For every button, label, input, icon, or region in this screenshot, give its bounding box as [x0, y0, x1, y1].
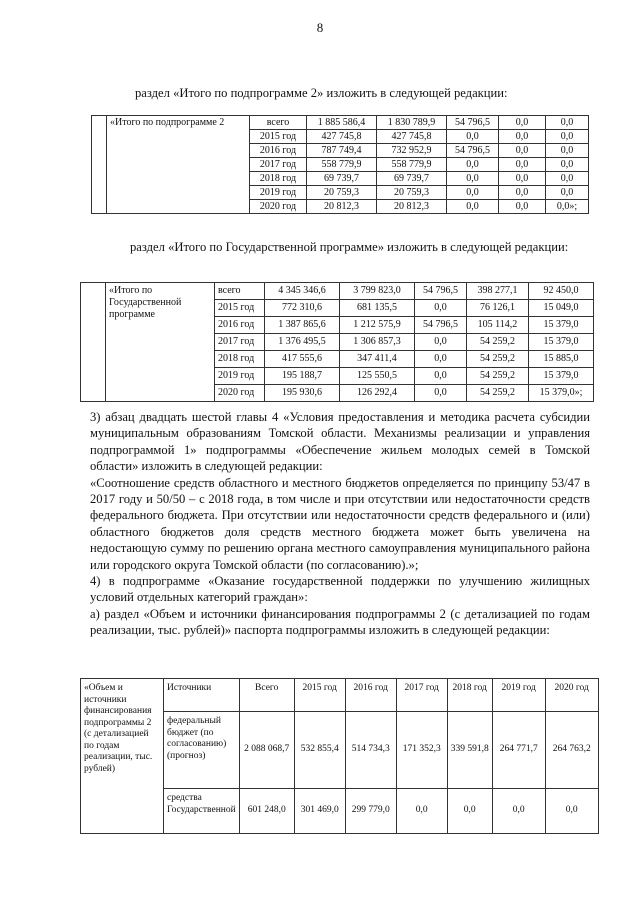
- cell: 427 745,8: [377, 130, 447, 144]
- row-label: «Объем и источники финансирования подпрограммы 2 (с детализацией по годам реализации, тыс. рублей): [81, 679, 164, 834]
- cell: 2017 год: [250, 158, 307, 172]
- cell: 195 188,7: [265, 368, 340, 385]
- cell: 20 812,3: [307, 200, 377, 214]
- cell: 0,0: [499, 130, 546, 144]
- cell: 92 450,0: [529, 283, 594, 300]
- cell: 195 930,6: [265, 385, 340, 402]
- header-cell: Всего: [239, 679, 294, 712]
- cell: 0,0: [415, 385, 467, 402]
- cell: 2015 год: [215, 300, 265, 317]
- cell: 2017 год: [215, 334, 265, 351]
- cell: 105 114,2: [467, 317, 529, 334]
- cell: 69 739,7: [377, 172, 447, 186]
- cell: 264 763,2: [545, 712, 598, 789]
- cell: 0,0: [447, 130, 499, 144]
- cell: 0,0: [546, 130, 589, 144]
- cell: 558 779,9: [377, 158, 447, 172]
- cell: 514 734,3: [345, 712, 396, 789]
- cell: 0,0: [499, 144, 546, 158]
- table-header-row: [81, 679, 599, 712]
- cell: 417 555,6: [265, 351, 340, 368]
- cell: 601 248,0: [239, 789, 294, 834]
- cell: 2015 год: [250, 130, 307, 144]
- cell: 3 799 823,0: [340, 283, 415, 300]
- cell: всего: [250, 116, 307, 130]
- cell: 0,0: [415, 368, 467, 385]
- cell: 126 292,4: [340, 385, 415, 402]
- table-program-total: [80, 282, 594, 402]
- cell: 0,0: [415, 351, 467, 368]
- cell: 0,0: [546, 172, 589, 186]
- cell: 54 796,5: [415, 317, 467, 334]
- cell: 2019 год: [250, 186, 307, 200]
- cell: 2018 год: [250, 172, 307, 186]
- cell: 1 212 575,9: [340, 317, 415, 334]
- blank-cell: [92, 116, 107, 214]
- page-number: 8: [316, 20, 324, 35]
- cell: 20 812,3: [377, 200, 447, 214]
- cell: 20 759,3: [377, 186, 447, 200]
- cell: 1 376 495,5: [265, 334, 340, 351]
- cell: 0,0: [499, 158, 546, 172]
- cell: 2018 год: [215, 351, 265, 368]
- row-label: «Итого по подпрограмме 2: [107, 116, 250, 214]
- paragraph-4a: а) раздел «Объем и источники финансирования подпрограммы 2 (с детализацией по годам реализации, тыс. рублей)» паспорта подпрограммы изложить в следующей редакции:: [90, 606, 590, 638]
- cell: 0,0: [396, 789, 447, 834]
- cell: 0,0: [447, 158, 499, 172]
- cell: 299 779,0: [345, 789, 396, 834]
- cell: 0,0: [447, 186, 499, 200]
- cell: 1 830 789,9: [377, 116, 447, 130]
- cell: 558 779,9: [307, 158, 377, 172]
- cell: 15 379,0»;: [529, 385, 594, 402]
- cell: 15 885,0: [529, 351, 594, 368]
- cell: 54 796,5: [447, 116, 499, 130]
- amendment-text: [90, 409, 590, 639]
- header-cell: 2020 год: [545, 679, 598, 712]
- header-cell: Источники: [164, 679, 240, 712]
- cell: 2020 год: [250, 200, 307, 214]
- source-cell: федеральный бюджет (по согласованию) (прогноз): [164, 712, 240, 789]
- cell: 0,0: [546, 186, 589, 200]
- cell: 732 952,9: [377, 144, 447, 158]
- cell: 2016 год: [215, 317, 265, 334]
- table-row: [92, 116, 589, 130]
- cell: 54 796,5: [447, 144, 499, 158]
- cell: 264 771,7: [492, 712, 545, 789]
- cell: 54 259,2: [467, 334, 529, 351]
- cell: 76 126,1: [467, 300, 529, 317]
- header-cell: 2017 год: [396, 679, 447, 712]
- paragraph-3: 3) абзац двадцать шестой главы 4 «Условия предоставления и методика расчета субсидии муниципальным образованиям Томской области. Механизмы реализации и управления подпрограммой 1» подпрограммы «Обеспечение жильем молодых семей в Томской области» изложить в следующей редакции:: [90, 410, 590, 474]
- cell: 301 469,0: [294, 789, 345, 834]
- cell: 427 745,8: [307, 130, 377, 144]
- cell: 0,0: [415, 300, 467, 317]
- table-financing: [80, 678, 599, 834]
- cell: 532 855,4: [294, 712, 345, 789]
- cell: 0,0: [447, 200, 499, 214]
- source-cell: средства Государственной: [164, 789, 240, 834]
- cell: 0,0: [499, 172, 546, 186]
- cell: 15 049,0: [529, 300, 594, 317]
- cell: 20 759,3: [307, 186, 377, 200]
- table-row: [81, 283, 594, 300]
- cell: 0,0: [415, 334, 467, 351]
- cell: 347 411,4: [340, 351, 415, 368]
- cell: 0,0: [499, 186, 546, 200]
- paragraph-4: 4) в подпрограмме «Оказание государственной поддержки по улучшению жилищных условий отдельных категорий граждан»:: [90, 574, 590, 605]
- cell: 0,0: [545, 789, 598, 834]
- cell: 398 277,1: [467, 283, 529, 300]
- cell: 54 796,5: [415, 283, 467, 300]
- cell: 0,0: [499, 200, 546, 214]
- cell: 4 345 346,6: [265, 283, 340, 300]
- cell: 15 379,0: [529, 368, 594, 385]
- header-cell: 2019 год: [492, 679, 545, 712]
- cell: 681 135,5: [340, 300, 415, 317]
- cell: 171 352,3: [396, 712, 447, 789]
- cell: 15 379,0: [529, 317, 594, 334]
- cell: 1 306 857,3: [340, 334, 415, 351]
- cell: 772 310,6: [265, 300, 340, 317]
- intro-table1: раздел «Итого по подпрограмме 2» изложить в следующей редакции:: [135, 86, 508, 100]
- cell: 0,0: [499, 116, 546, 130]
- cell: 1 885 586,4: [307, 116, 377, 130]
- cell: 339 591,8: [447, 712, 492, 789]
- cell: 0,0»;: [546, 200, 589, 214]
- cell: 125 550,5: [340, 368, 415, 385]
- blank-cell: [81, 283, 106, 402]
- cell: 2016 год: [250, 144, 307, 158]
- cell: 69 739,7: [307, 172, 377, 186]
- cell: 0,0: [546, 116, 589, 130]
- cell: 2019 год: [215, 368, 265, 385]
- cell: всего: [215, 283, 265, 300]
- cell: 15 379,0: [529, 334, 594, 351]
- cell: 787 749,4: [307, 144, 377, 158]
- cell: 54 259,2: [467, 351, 529, 368]
- header-cell: 2015 год: [294, 679, 345, 712]
- intro-table2: раздел «Итого по Государственной программе» изложить в следующей редакции:: [130, 240, 569, 254]
- cell: 54 259,2: [467, 368, 529, 385]
- cell: 0,0: [447, 789, 492, 834]
- header-cell: 2016 год: [345, 679, 396, 712]
- cell: 0,0: [546, 158, 589, 172]
- paragraph-quote: «Соотношение средств областного и местного бюджетов определяется по принципу 53/47 в 2017 году и 50/50 – с 2018 года, в том числе и при отсутствии или недостаточности средств федерального бюджета. При отсутствии или недостаточности средств федерального и (или) областного бюджетов доля средств местного бюджета может быть увеличена на недостающую сумму по решению органа местного самоуправления муниципального района или городского округа Томской области (по согласованию).»;: [90, 475, 590, 572]
- cell: 1 387 865,6: [265, 317, 340, 334]
- cell: 0,0: [492, 789, 545, 834]
- cell: 0,0: [546, 144, 589, 158]
- cell: 2020 год: [215, 385, 265, 402]
- header-cell: 2018 год: [447, 679, 492, 712]
- cell: 0,0: [447, 172, 499, 186]
- table-subprogram2-total: [91, 115, 589, 214]
- cell: 2 088 068,7: [239, 712, 294, 789]
- cell: 54 259,2: [467, 385, 529, 402]
- row-label: «Итого по Государственной программе: [106, 283, 215, 402]
